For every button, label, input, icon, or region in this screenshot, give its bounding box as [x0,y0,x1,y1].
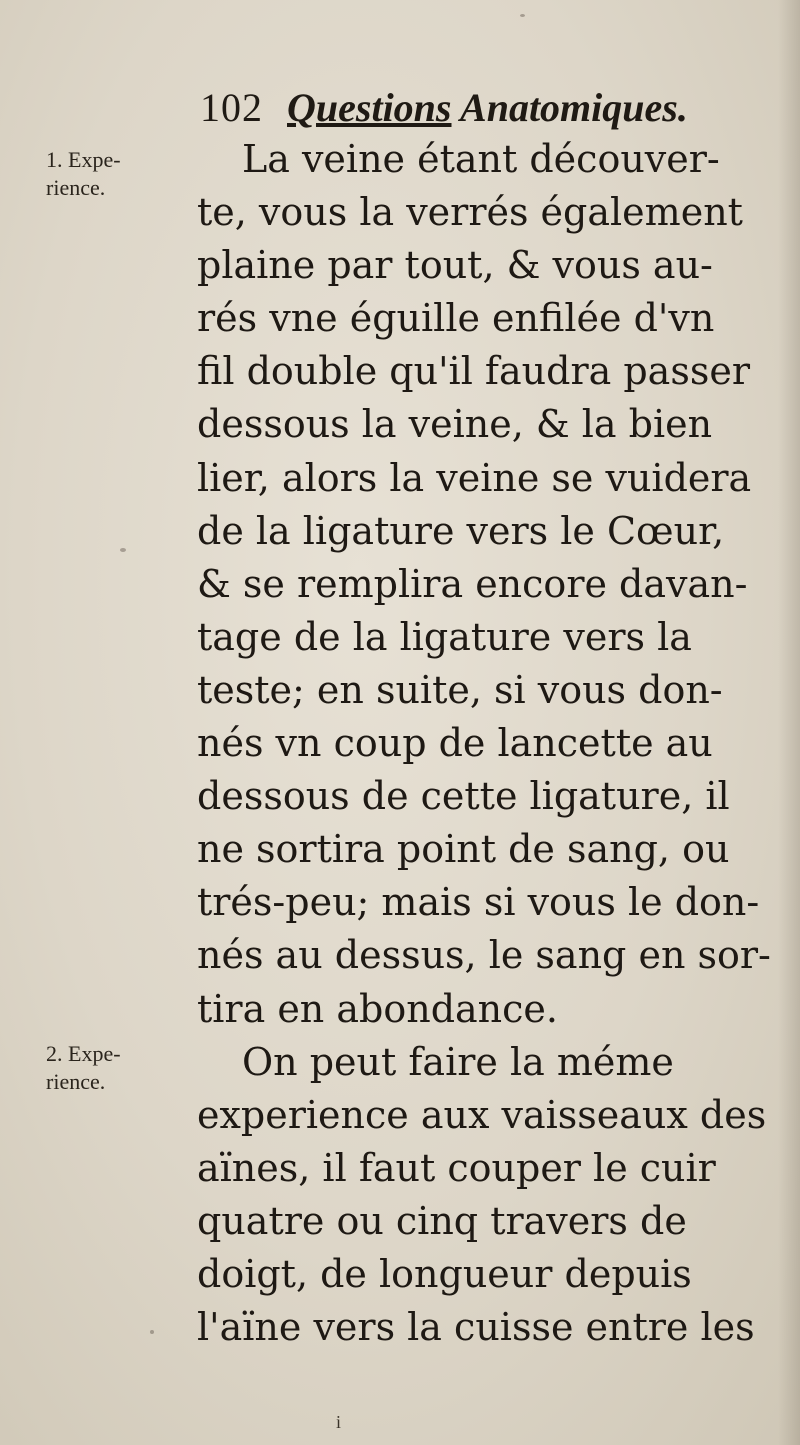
running-title-word-2: Anatomiques. [460,85,688,130]
text-line: de la ligature vers le Cœur, [197,508,725,553]
paper-speck [520,14,525,17]
running-title-word-1: Questions [287,85,452,130]
text-line: tira en abondance. [197,986,558,1031]
text-line: nés au dessus, le sang en sor- [197,933,771,978]
text-line: ne sortira point de sang, ou [197,827,730,872]
margin-note-1 [46,146,121,202]
signature-mark: i [336,1412,342,1432]
text-line: rés vne éguille enfilée d'vn [197,296,715,341]
page-fold-shadow [778,0,800,1445]
paper-speck [120,548,126,552]
paper-speck [150,1330,154,1334]
text-line: quatre ou cinq travers de [197,1198,687,1243]
text-line: La veine étant découver- [242,137,720,181]
body-text [197,133,777,1354]
text-line: plaine par tout, & vous au- [197,243,713,288]
text-line: doigt, de longueur depuis [197,1251,692,1296]
text-line: lier, alors la veine se vuidera [197,455,752,500]
text-line: teste; en suite, si vous don- [197,667,723,712]
text-line: trés-peu; mais si vous le don- [197,880,760,925]
text-line: dessous de cette ligature, il [197,774,730,819]
margin-note-line: 2. Expe- [46,1041,121,1066]
page-number: 102 [200,85,263,130]
text-line: fil double qu'il faudra passer [197,349,750,394]
text-line: On peut faire la méme [242,1039,674,1084]
text-line: tage de la ligature vers la [197,614,692,659]
text-line: aïnes, il faut couper le cuir [197,1145,716,1190]
text-line: nés vn coup de lancette au [197,721,713,766]
running-header [200,84,688,131]
margin-note-line: rience. [46,175,106,200]
text-line: & se remplira encore davan- [197,561,748,606]
margin-note-line: 1. Expe- [46,147,121,172]
text-line: experience aux vaisseaux des [197,1092,767,1137]
running-title [287,85,688,130]
text-line: dessous la veine, & la bien [197,402,713,447]
margin-note-line: rience. [46,1069,106,1094]
text-line: l'aïne vers la cuisse entre les [197,1305,755,1350]
text-line: te, vous la verrés également [197,190,743,235]
margin-note-2 [46,1040,121,1096]
